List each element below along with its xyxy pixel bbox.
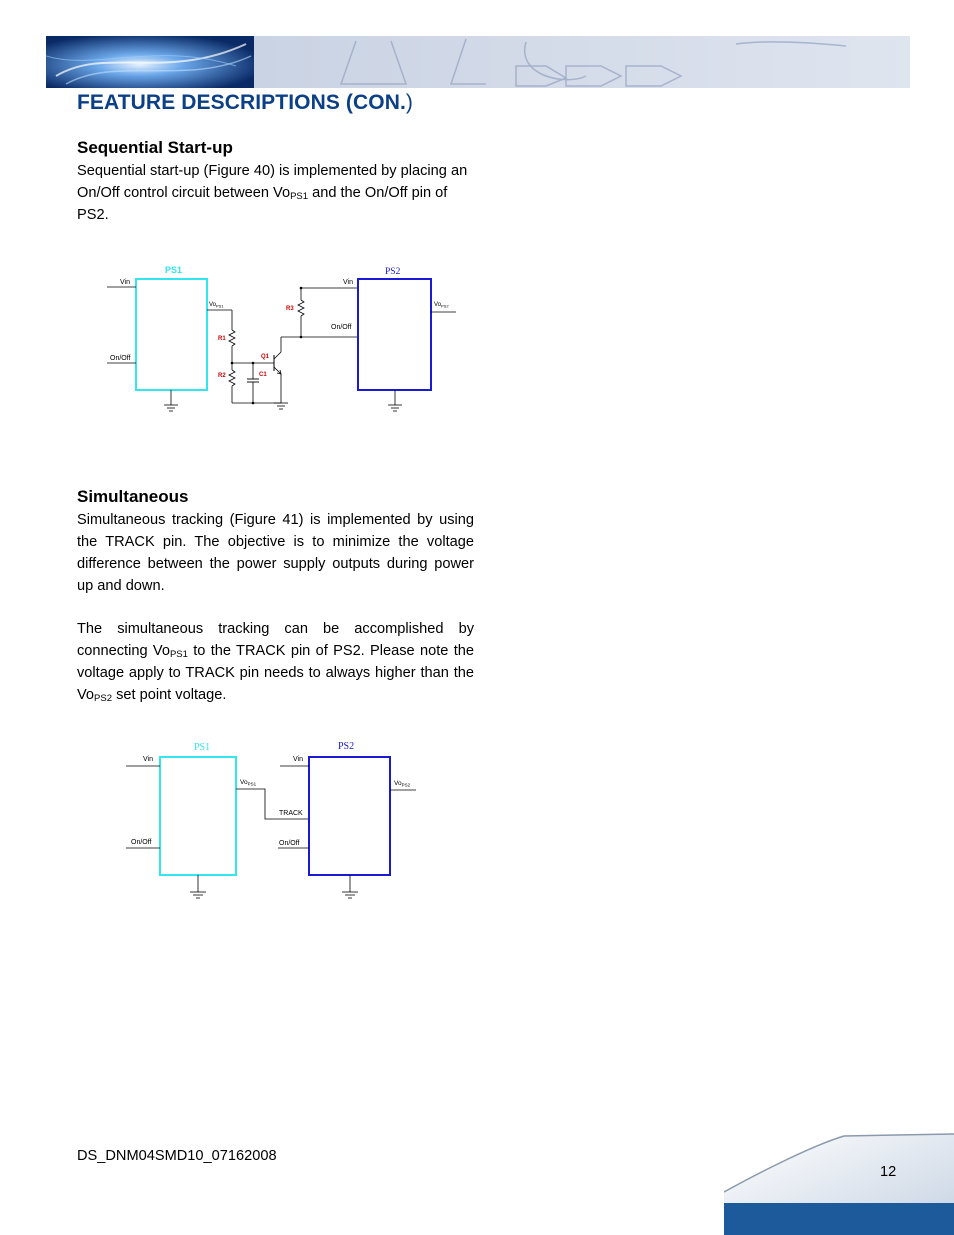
simultaneous-title: Simultaneous bbox=[77, 487, 189, 506]
simultaneous-paragraph-2: The simultaneous tracking can be accomplished by connecting $Vo_{PS1}$ to the TRACK pin of PS2. Please note the voltage apply to TRACK pin needs to always higher than the $Vo_{PS2}$ set point voltage. bbox=[77, 621, 474, 704]
ps2-onoff-label-track: On/Off bbox=[279, 840, 300, 847]
r1-label: R1 bbox=[218, 336, 226, 342]
ps1-onoff-label: On/Off bbox=[110, 355, 131, 362]
document-id: DS_DNM04SMD10_07162008 bbox=[77, 1148, 277, 1164]
ps2-vo-label: $Vo_{PS2}$ bbox=[434, 302, 449, 309]
ps2-label-track: PS2 bbox=[338, 741, 355, 752]
sequential-title: Sequential Start-up bbox=[77, 138, 233, 157]
ps1-onoff-label-track: On/Off bbox=[131, 839, 152, 846]
ps1-label: PS1 bbox=[165, 265, 183, 275]
corner-decoration bbox=[724, 1130, 954, 1235]
ps1-vo-label-track: $Vo_{PS1}$ bbox=[240, 779, 257, 787]
ps1-vo-label: $Vo_{PS1}$ bbox=[209, 302, 224, 309]
ps2-label: PS2 bbox=[385, 267, 401, 277]
simultaneous-paragraph-1: Simultaneous tracking (Figure 41) is implemented by using the TRACK pin. The objective is to minimize the voltage difference between the power supply outputs during power up and down. bbox=[77, 512, 474, 594]
ps1-block bbox=[136, 279, 207, 390]
ps1-vin-label: Vin bbox=[120, 279, 130, 286]
ps1-block-track bbox=[160, 757, 236, 875]
sequential-startup-diagram bbox=[100, 260, 470, 420]
q1-label: Q1 bbox=[261, 354, 270, 360]
sequential-paragraph: Sequential start-up (Figure 40) is implemented by placing an On/Off control circuit between $Vo_{PS1}$ and the On/Off pin of PS2. bbox=[77, 163, 468, 223]
ps2-vin-label-track: Vin bbox=[293, 756, 303, 763]
ps2-track-label: TRACK bbox=[279, 810, 303, 817]
ps1-label-track: PS1 bbox=[194, 742, 211, 753]
page-number: 12 bbox=[880, 1164, 897, 1180]
r3-label: R3 bbox=[286, 306, 294, 312]
r2-label: R2 bbox=[218, 373, 226, 379]
ps2-vo-label-track: $Vo_{PS2}$ bbox=[394, 780, 411, 788]
ps2-vin-label: Vin bbox=[343, 279, 353, 286]
ps2-onoff-label: On/Off bbox=[331, 324, 352, 331]
ps1-vin-label-track: Vin bbox=[143, 756, 153, 763]
ps2-block-track bbox=[309, 757, 390, 875]
c1-label: C1 bbox=[259, 372, 267, 378]
ps2-block bbox=[358, 279, 431, 390]
header-banner bbox=[46, 36, 910, 88]
simultaneous-tracking-diagram bbox=[120, 735, 420, 910]
page-heading: FEATURE DESCRIPTIONS (CON.) bbox=[77, 91, 413, 114]
